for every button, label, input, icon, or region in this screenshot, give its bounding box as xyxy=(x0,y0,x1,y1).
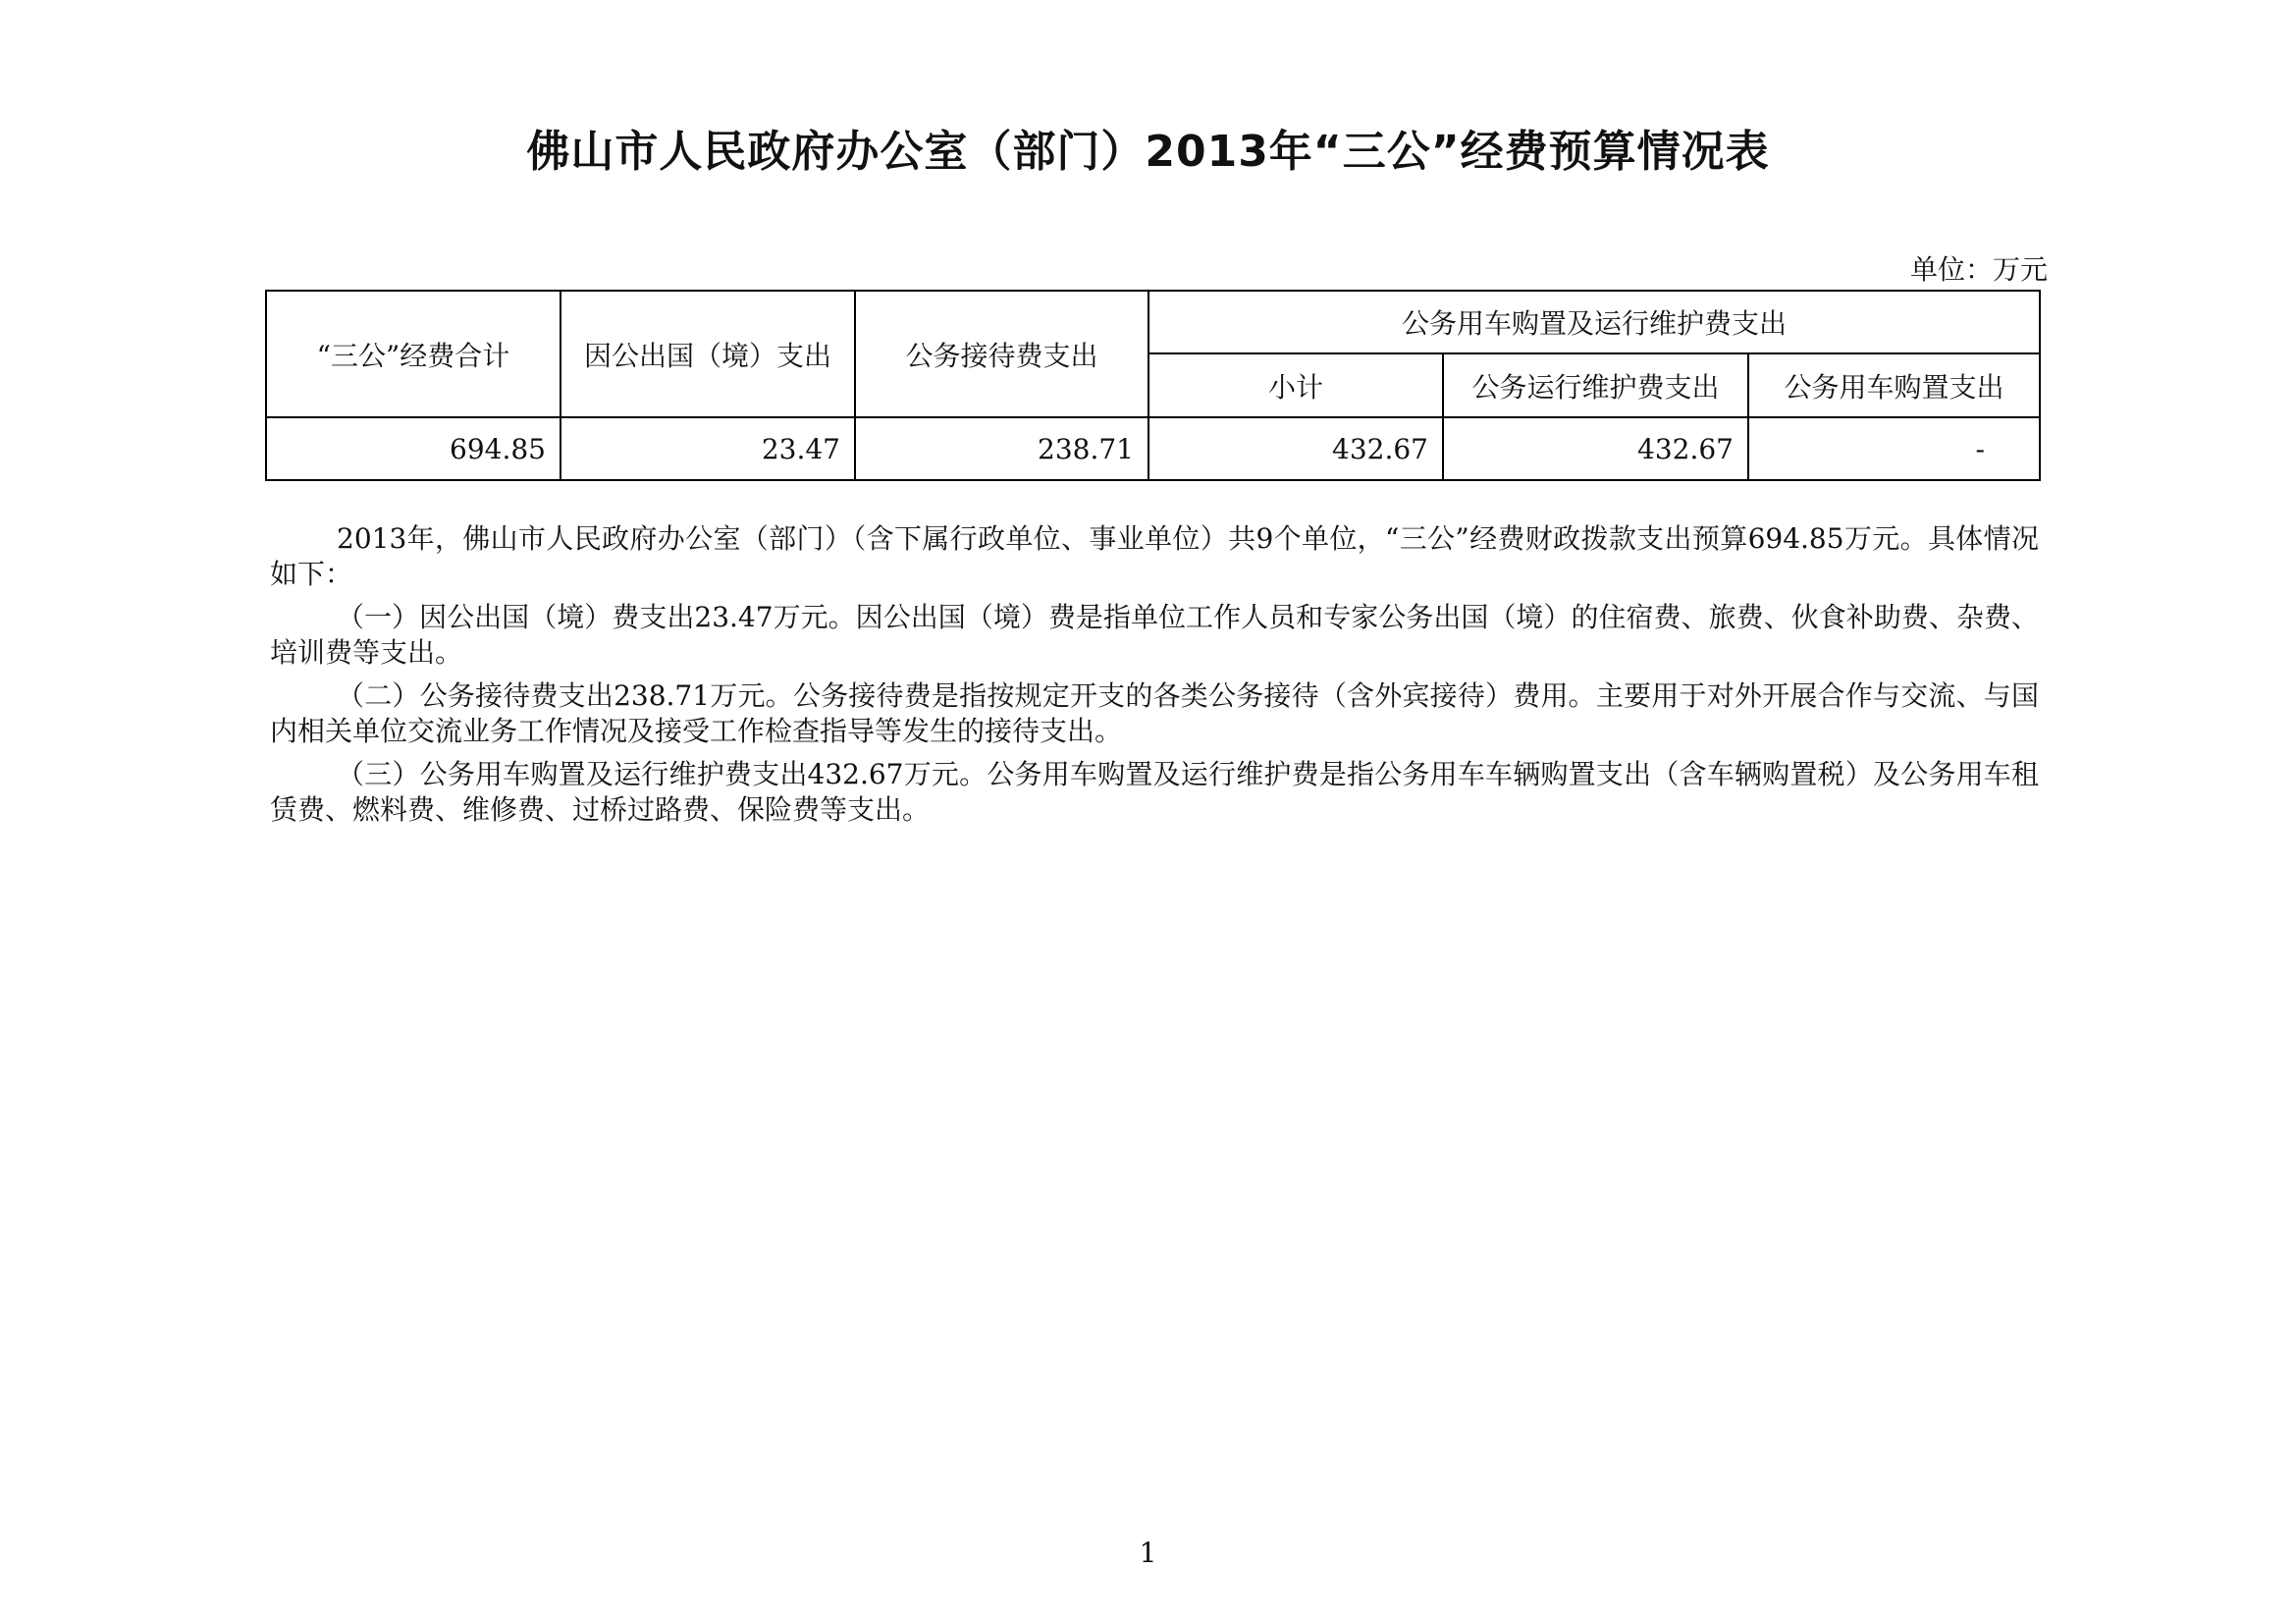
cell-vehicle-purchase: - xyxy=(1748,417,2040,480)
header-total: “三公”经费合计 xyxy=(266,291,561,417)
header-reception: 公务接待费支出 xyxy=(855,291,1148,417)
reception-paragraph: （二）公务接待费支出238.71万元。公务接待费是指按规定开支的各类公务接待（含外宾接待）费用。主要用于对外开展合作与交流、与国内相关单位交流业务工作情况及接受工作检查指导等发生的接待支出。 xyxy=(270,679,2039,747)
overseas-paragraph: （一）因公出国（境）费支出23.47万元。因公出国（境）费是指单位工作人员和专家公务出国（境）的住宿费、旅费、伙食补助费、杂费、培训费等支出。 xyxy=(270,601,2039,669)
explanation-text xyxy=(270,521,2039,836)
cell-reception: 238.71 xyxy=(855,417,1148,480)
table-header-row xyxy=(266,291,2040,353)
unit-label: 单位：万元 xyxy=(1909,253,2048,286)
page-title: 佛山市人民政府办公室（部门）2013年“三公”经费预算情况表 xyxy=(526,127,1770,177)
cell-total: 694.85 xyxy=(266,417,561,480)
cell-vehicle-subtotal: 432.67 xyxy=(1148,417,1443,480)
cell-vehicle-operation: 432.67 xyxy=(1443,417,1748,480)
header-vehicle-subtotal: 小计 xyxy=(1148,353,1443,417)
table-row xyxy=(266,417,2040,480)
header-vehicle-group: 公务用车购置及运行维护费支出 xyxy=(1148,291,2040,353)
header-vehicle-purchase: 公务用车购置支出 xyxy=(1748,353,2040,417)
intro-paragraph: 2013年，佛山市人民政府办公室（部门）（含下属行政单位、事业单位）共9个单位，“三公”经费财政拨款支出预算694.85万元。具体情况如下： xyxy=(270,522,2039,590)
page-number: 1 xyxy=(1139,1537,1157,1569)
header-overseas: 因公出国（境）支出 xyxy=(561,291,855,417)
cell-overseas: 23.47 xyxy=(561,417,855,480)
budget-table xyxy=(265,290,2041,481)
header-vehicle-operation: 公务运行维护费支出 xyxy=(1443,353,1748,417)
vehicle-paragraph: （三）公务用车购置及运行维护费支出432.67万元。公务用车购置及运行维护费是指公务用车车辆购置支出（含车辆购置税）及公务用车租赁费、燃料费、维修费、过桥过路费、保险费等支出。 xyxy=(270,758,2039,826)
